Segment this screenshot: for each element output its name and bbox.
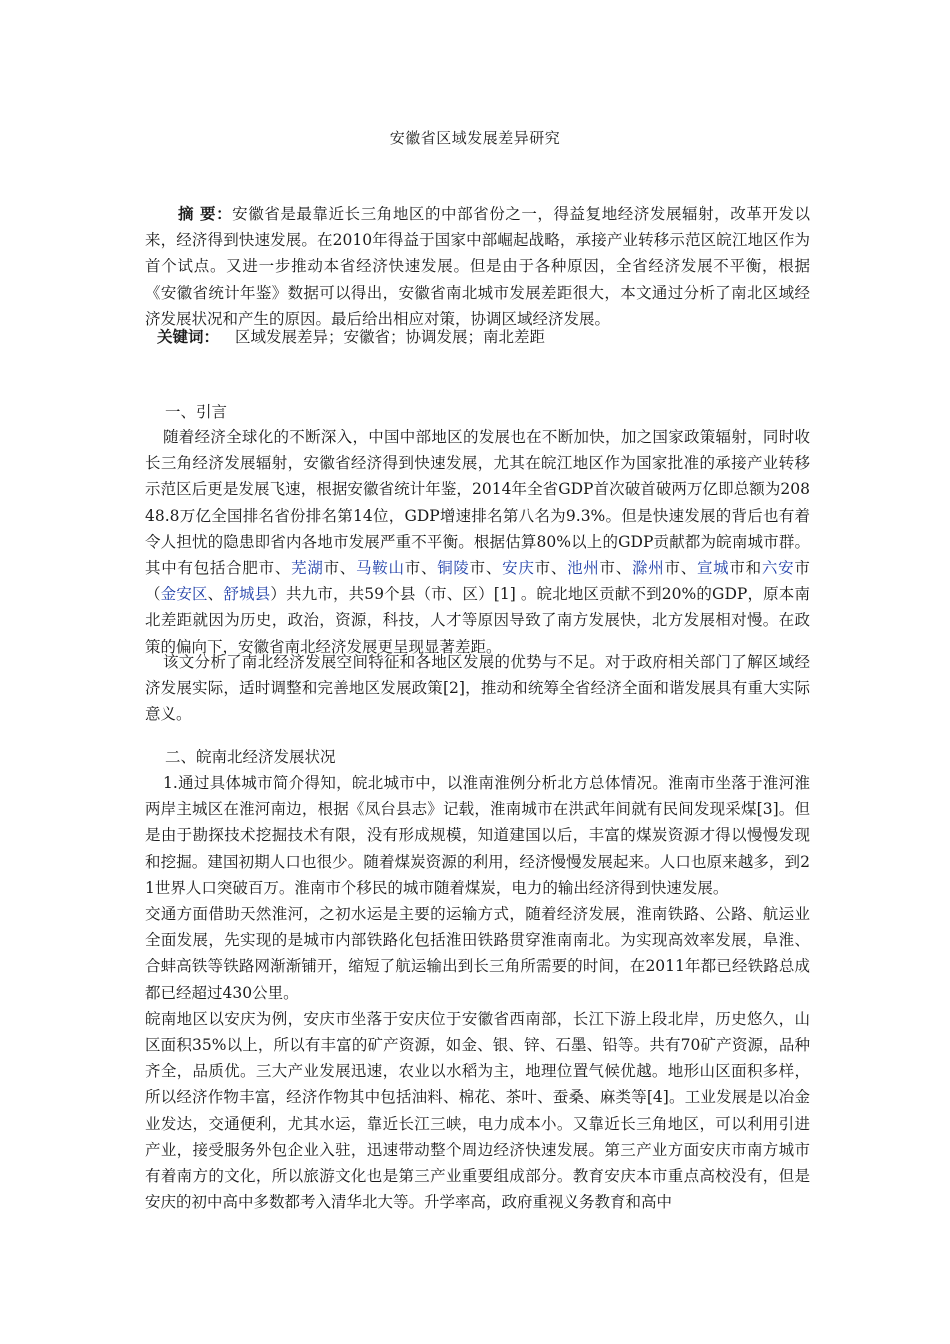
link-anqing[interactable]: 安庆 bbox=[502, 559, 535, 578]
intro-sep: 市、 bbox=[664, 559, 697, 578]
section2-paragraph-2: 交通方面借助天然淮河，之初水运是主要的运输方式，随着经济发展，淮南铁路、公路、航运业全面发展，先实现的是城市内部铁路化包括淮田铁路贯穿淮南南北。为实现高效率发展，阜淮、合蚌高铁等铁路网渐渐铺开，缩短了航运输出到长三角所需要的时间，在2011年都已经铁路总成都已经超过430公里。 bbox=[145, 905, 810, 1002]
intro-sep: 市、 bbox=[599, 559, 633, 578]
abstract-text: 安徽省是最靠近长三角地区的中部省份之一，得益复地经济发展辐射，改革开发以来，经济得到快速发展。在2010年得益于国家中部崛起战略，承接产业转移示范区皖江地区作为首个试点。又进一步推动本省经济快速发展。但是由于各种原因，全省经济发展不平衡，根据《安徽省统计年鉴》数据可以得出，安徽省南北城市发展差距很大，本文通过分析了南北区域经济发展状况和产生的原因。最后给出相应对策，协调区域经济发展。 bbox=[145, 205, 810, 328]
intro-sep: 市、 bbox=[534, 559, 568, 578]
link-wuhu[interactable]: 芜湖 bbox=[291, 559, 324, 578]
section2-body bbox=[145, 770, 810, 1215]
keywords-text: 区域发展差异；安徽省；协调发展；南北差距 bbox=[235, 328, 546, 346]
intro-sep: 市（ bbox=[145, 559, 810, 604]
intro-text-part: 随着经济全球化的不断深入，中国中部地区的发展也在不断加快，加之国家政策辐射，同时收长三角经济发展辐射，安徽省经济得到快速发展，尤其在皖江地区作为国家批准的承接产业转移示范区后更是发展飞速，根据安徽省统计年鉴，2014年全省GDP首次破首破两万亿即总额为20848.8万亿全国排名省份排名第14位，GDP增速排名第八名为9.3%。但是快速发展的背后也有着令人担忧的隐患即省内各地市发展严重不平衡。根据估算80%以上的GDP贡献都为皖南城市群。其中有包括合肥市、 bbox=[145, 428, 810, 578]
intro-sep: 市、 bbox=[469, 559, 503, 578]
section2-paragraph-1: 1.通过具体城市简介得知，皖北城市中，以淮南淮例分析北方总体情况。淮南市坐落于淮河淮两岸主城区在淮河南边，根据《凤台县志》记载，淮南城市在洪武年间就有民间发现采煤[3]。但是由于勘探技术挖掘技术有限，没有形成规模，知道建国以后，丰富的煤炭资源才得以慢慢发现和挖掘。建国初期人口也很少。随着煤炭资源的利用，经济慢慢发展起来。人口也原来越多，到21世界人口突破百万。淮南市个移民的城市随着煤炭，电力的输出经济得到快速发展。 bbox=[145, 774, 810, 897]
keywords-line bbox=[145, 324, 822, 350]
intro-paragraph-2: 该文分析了南北经济发展空间特征和各地区发展的优势与不足。对于政府相关部门了解区域经济发展实际，适时调整和完善地区发展政策[2]，推动和统筹全省经济全面和谐发展具有重大实际意义。 bbox=[145, 653, 810, 724]
section2-paragraph-3: 皖南地区以安庆为例，安庆市坐落于安庆位于安徽省西南部，长江下游上段北岸，历史悠久，山区面积35%以上，所以有丰富的矿产资源，如金、银、锌、石墨、铅等。共有70矿产资源，品种齐全，品质优。三大产业发展迅速，农业以水稻为主，地理位置气候优越。地形山区面积多样，所以经济作物丰富，经济作物其中包括油料、棉花、茶叶、蚕桑、麻类等[4]。工业发展是以冶金业发达，交通便利，尤其水运，靠近长江三峡，电力成本小。又靠近长三角地区，可以利用引进产业，接受服务外包企业入驻，迅速带动整个周边经济快速发展。第三产业方面安庆市南方城市有着南方的文化，所以旅游文化也是第三产业重要组成部分。教育安庆本市重点高校没有，但是安庆的初中高中多数都考入清华北大等。升学率高，政府重视义务教育和高中 bbox=[145, 1009, 810, 1212]
document-title: 安徽省区域发展差异研究 bbox=[389, 129, 561, 147]
abstract-paragraph bbox=[145, 201, 810, 332]
section-heading-intro: 一、引言 bbox=[165, 403, 228, 421]
link-chuzhou[interactable]: 滁州 bbox=[632, 559, 665, 578]
keywords-label: 关键词： bbox=[157, 327, 220, 346]
intro-text-part: ）共九市，共59个县（市、区）[1] 。皖北地区贡献不到20%的GDP，原本南北差距就因为历史，政治，资源，科技，人才等原因导致了南方发展快，北方发展相对慢。在政策的偏向下，安徽省南北经济发展更呈现显著差距。 bbox=[145, 585, 810, 656]
link-shucheng[interactable]: 舒城县 bbox=[223, 585, 271, 604]
link-xuancheng[interactable]: 宣城 bbox=[696, 559, 730, 578]
section-heading-status: 二、皖南北经济发展状况 bbox=[165, 748, 336, 766]
link-luan[interactable]: 六安 bbox=[761, 559, 795, 578]
intro-paragraph-1 bbox=[145, 424, 810, 660]
intro-sep: 市和 bbox=[729, 559, 762, 578]
link-jinan[interactable]: 金安区 bbox=[160, 585, 208, 604]
intro-sep: 市、 bbox=[404, 559, 438, 578]
intro-sep: 市、 bbox=[323, 559, 357, 578]
link-chizhou[interactable]: 池州 bbox=[567, 559, 600, 578]
abstract-label: 摘 要： bbox=[178, 204, 233, 223]
link-maanshan[interactable]: 马鞍山 bbox=[356, 559, 405, 578]
intro-sep: 、 bbox=[207, 585, 224, 604]
link-tongling[interactable]: 铜陵 bbox=[437, 559, 470, 578]
